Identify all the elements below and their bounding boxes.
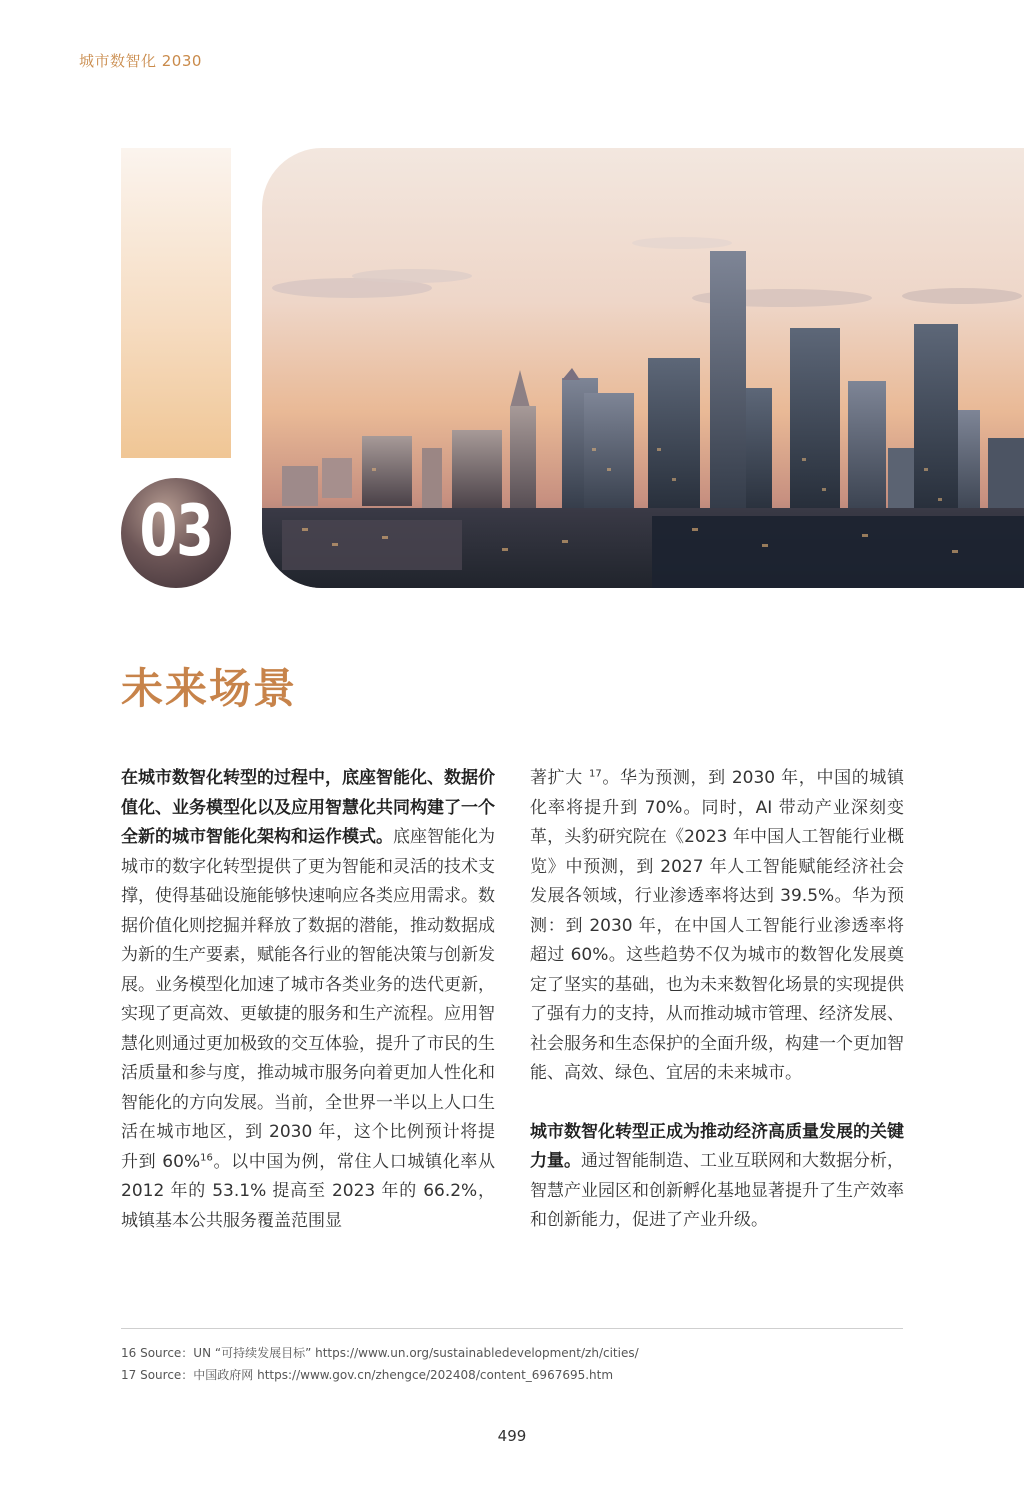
second-paragraph (530, 1118, 904, 1236)
body-text-continued: 。以中国为例，常住人口城镇化率从 2012 年的 53.1% 提高至 2023 年的 66.2%，城镇基本公共服务覆盖范围显 (121, 1151, 495, 1231)
footnote-16: 16 Source：UN “可持续发展目标” https://www.un.org/sustainabledevelopment/zh/cities/ (121, 1346, 639, 1360)
skyline-illustration (262, 148, 1024, 588)
lead-paragraph (121, 764, 495, 1236)
lead-bold-text: 在城市数智化转型的过程中，底座智能化、数据价值化、业务模型化以及应用智慧化共同构建了一个全新的城市智能化架构和运作模式。 (121, 768, 495, 847)
decorative-gradient-strip (121, 148, 231, 458)
running-header: 城市数智化 2030 (79, 52, 202, 70)
second-lead-bold: 城市数智化转型正成为推动经济高质量发展的关键力量。 (530, 1121, 904, 1171)
continued-text: 。华为预测，到 2030 年，中国的城镇化率将提升到 70%。同时，AI 带动产业深刻变革，头豹研究院在《2023 年中国人工智能行业概览》中预测，到 2027 年人工智能赋能经济社会发展各领域，行业渗透率将达到 39.5%。华为预测：到 2030 年，在中国人工智能行业渗透率将超过 60%。这些趋势不仅为城市的数智化发展奠定了坚实的基础，也为未来数智化场景的实现提供了强有力的支持，从而推动城市管理、经济发展、社会服务和生态保护的全面升级，构建一个更加智能、高效、绿色、宜居的未来城市。 (530, 768, 904, 1083)
text-column-right (530, 764, 904, 1236)
chapter-number: 03 (139, 490, 213, 572)
footnote-ref-17: 17 (588, 768, 602, 780)
footnote-17: 17 Source：中国政府网 https://www.gov.cn/zhengce/202408/content_6967695.htm (121, 1368, 614, 1382)
footnote-ref-16: 16 (200, 1151, 213, 1163)
text-column-left (121, 764, 495, 1236)
city-skyline-image (262, 148, 1024, 588)
chapter-number-badge (121, 478, 231, 588)
second-body: 通过智能制造、工业互联网和大数据分析，智慧产业园区和创新孵化基地显著提升了生产效率和创新能力，促进了产业升级。 (530, 1151, 904, 1230)
page-number: 499 (497, 1427, 527, 1445)
body-text: 底座智能化为城市的数字化转型提供了更为智能和灵活的技术支撑，使得基础设施能够快速响应各类应用需求。数据价值化则挖掘并释放了数据的潜能，推动数据成为新的生产要素，赋能各行业的智能决策与创新发展。业务模型化加速了城市各类业务的迭代更新，实现了更高效、更敏捷的服务和生产流程。应用智慧化则通过更加极致的交互体验，提升了市民的生活质量和参与度，推动城市服务向着更加人性化和智能化的方向发展。当前，全世界一半以上人口生活在城市地区，到 2030 年，这个比例预计将提升到 60% (121, 827, 495, 1172)
section-title: 未来场景 (121, 664, 298, 713)
continued-paragraph (530, 764, 904, 1089)
footnote-divider (121, 1328, 903, 1329)
continued-start: 著扩大 (530, 768, 583, 788)
footnotes (121, 1342, 903, 1386)
